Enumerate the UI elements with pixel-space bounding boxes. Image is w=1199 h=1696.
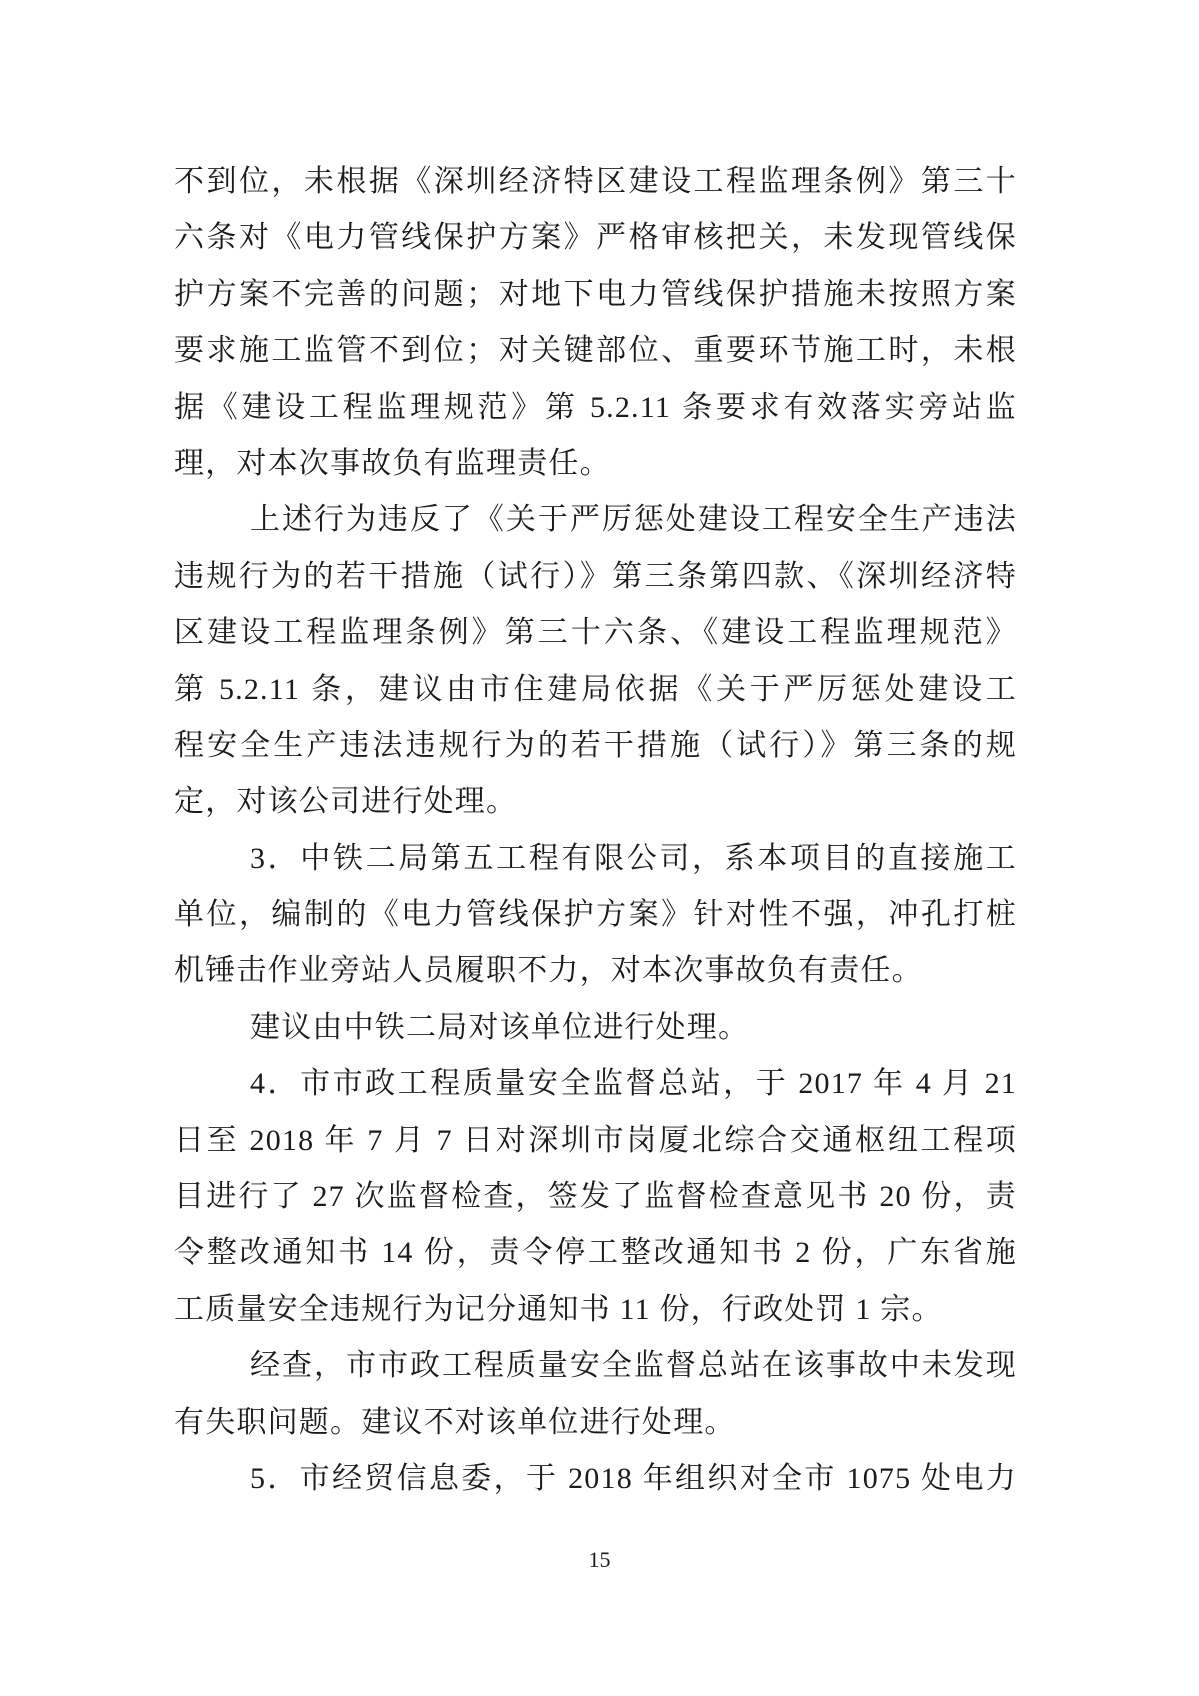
text-line: 不到位，未根据《深圳经济特区建设工程监理条例》第三十 [174,165,1017,198]
text-line: 日至 2018 年 7 月 7 日对深圳市岗厦北综合交通枢纽工程项 [174,1123,1017,1157]
text-line: 经查，市市政工程质量安全监督总站在该事故中未发现 [250,1349,1017,1383]
text-line: 定，对该公司进行处理。 [174,785,518,819]
text-line: 区建设工程监理条例》第三十六条、《建设工程监理规范》 [174,616,1017,650]
text-line: 要求施工监管不到位；对关键部位、重要环节施工时，未根 [174,334,1017,368]
text-line: 4．市市政工程质量安全监督总站，于 2017 年 4 月 21 [250,1067,1017,1101]
text-line: 程安全生产违法违规行为的若干措施（试行）》第三条的规 [174,728,1017,762]
text-line: 令整改通知书 14 份，责令停工整改通知书 2 份，广东省施 [174,1236,1017,1270]
text-line: 第 5.2.11 条，建议由市住建局依据《关于严厉惩处建设工 [174,672,1017,706]
text-line: 上述行为违反了《关于严厉惩处建设工程安全生产违法 [250,503,1017,537]
text-line: 单位，编制的《电力管线保护方案》针对性不强，冲孔打桩 [174,898,1017,932]
text-line: 目进行了 27 次监督检查，签发了监督检查意见书 20 份，责 [174,1180,1017,1214]
page-number: 15 [588,1547,611,1572]
text-line: 护方案不完善的问题；对地下电力管线保护措施未按照方案 [174,277,1017,311]
text-line: 3．中铁二局第五工程有限公司，系本项目的直接施工 [250,841,1017,875]
text-line: 工质量安全违规行为记分通知书 11 份，行政处罚 1 宗。 [174,1292,943,1326]
text-line: 据《建设工程监理规范》第 5.2.11 条要求有效落实旁站监 [174,390,1017,424]
text-line: 5．市经贸信息委，于 2018 年组织对全市 1075 处电力 [250,1461,1017,1495]
text-block [174,154,1017,1507]
text-line: 机锤击作业旁站人员履职不力，对本次事故负有责任。 [174,954,923,988]
text-line: 理，对本次事故负有监理责任。 [174,446,611,480]
text-line: 建议由中铁二局对该单位进行处理。 [250,1010,750,1044]
text-line: 违规行为的若干措施（试行）》第三条第四款、《深圳经济特 [174,559,1017,593]
text-line: 有失职问题。建议不对该单位进行处理。 [174,1405,736,1439]
text-line: 六条对《电力管线保护方案》严格审核把关，未发现管线保 [174,221,1017,255]
